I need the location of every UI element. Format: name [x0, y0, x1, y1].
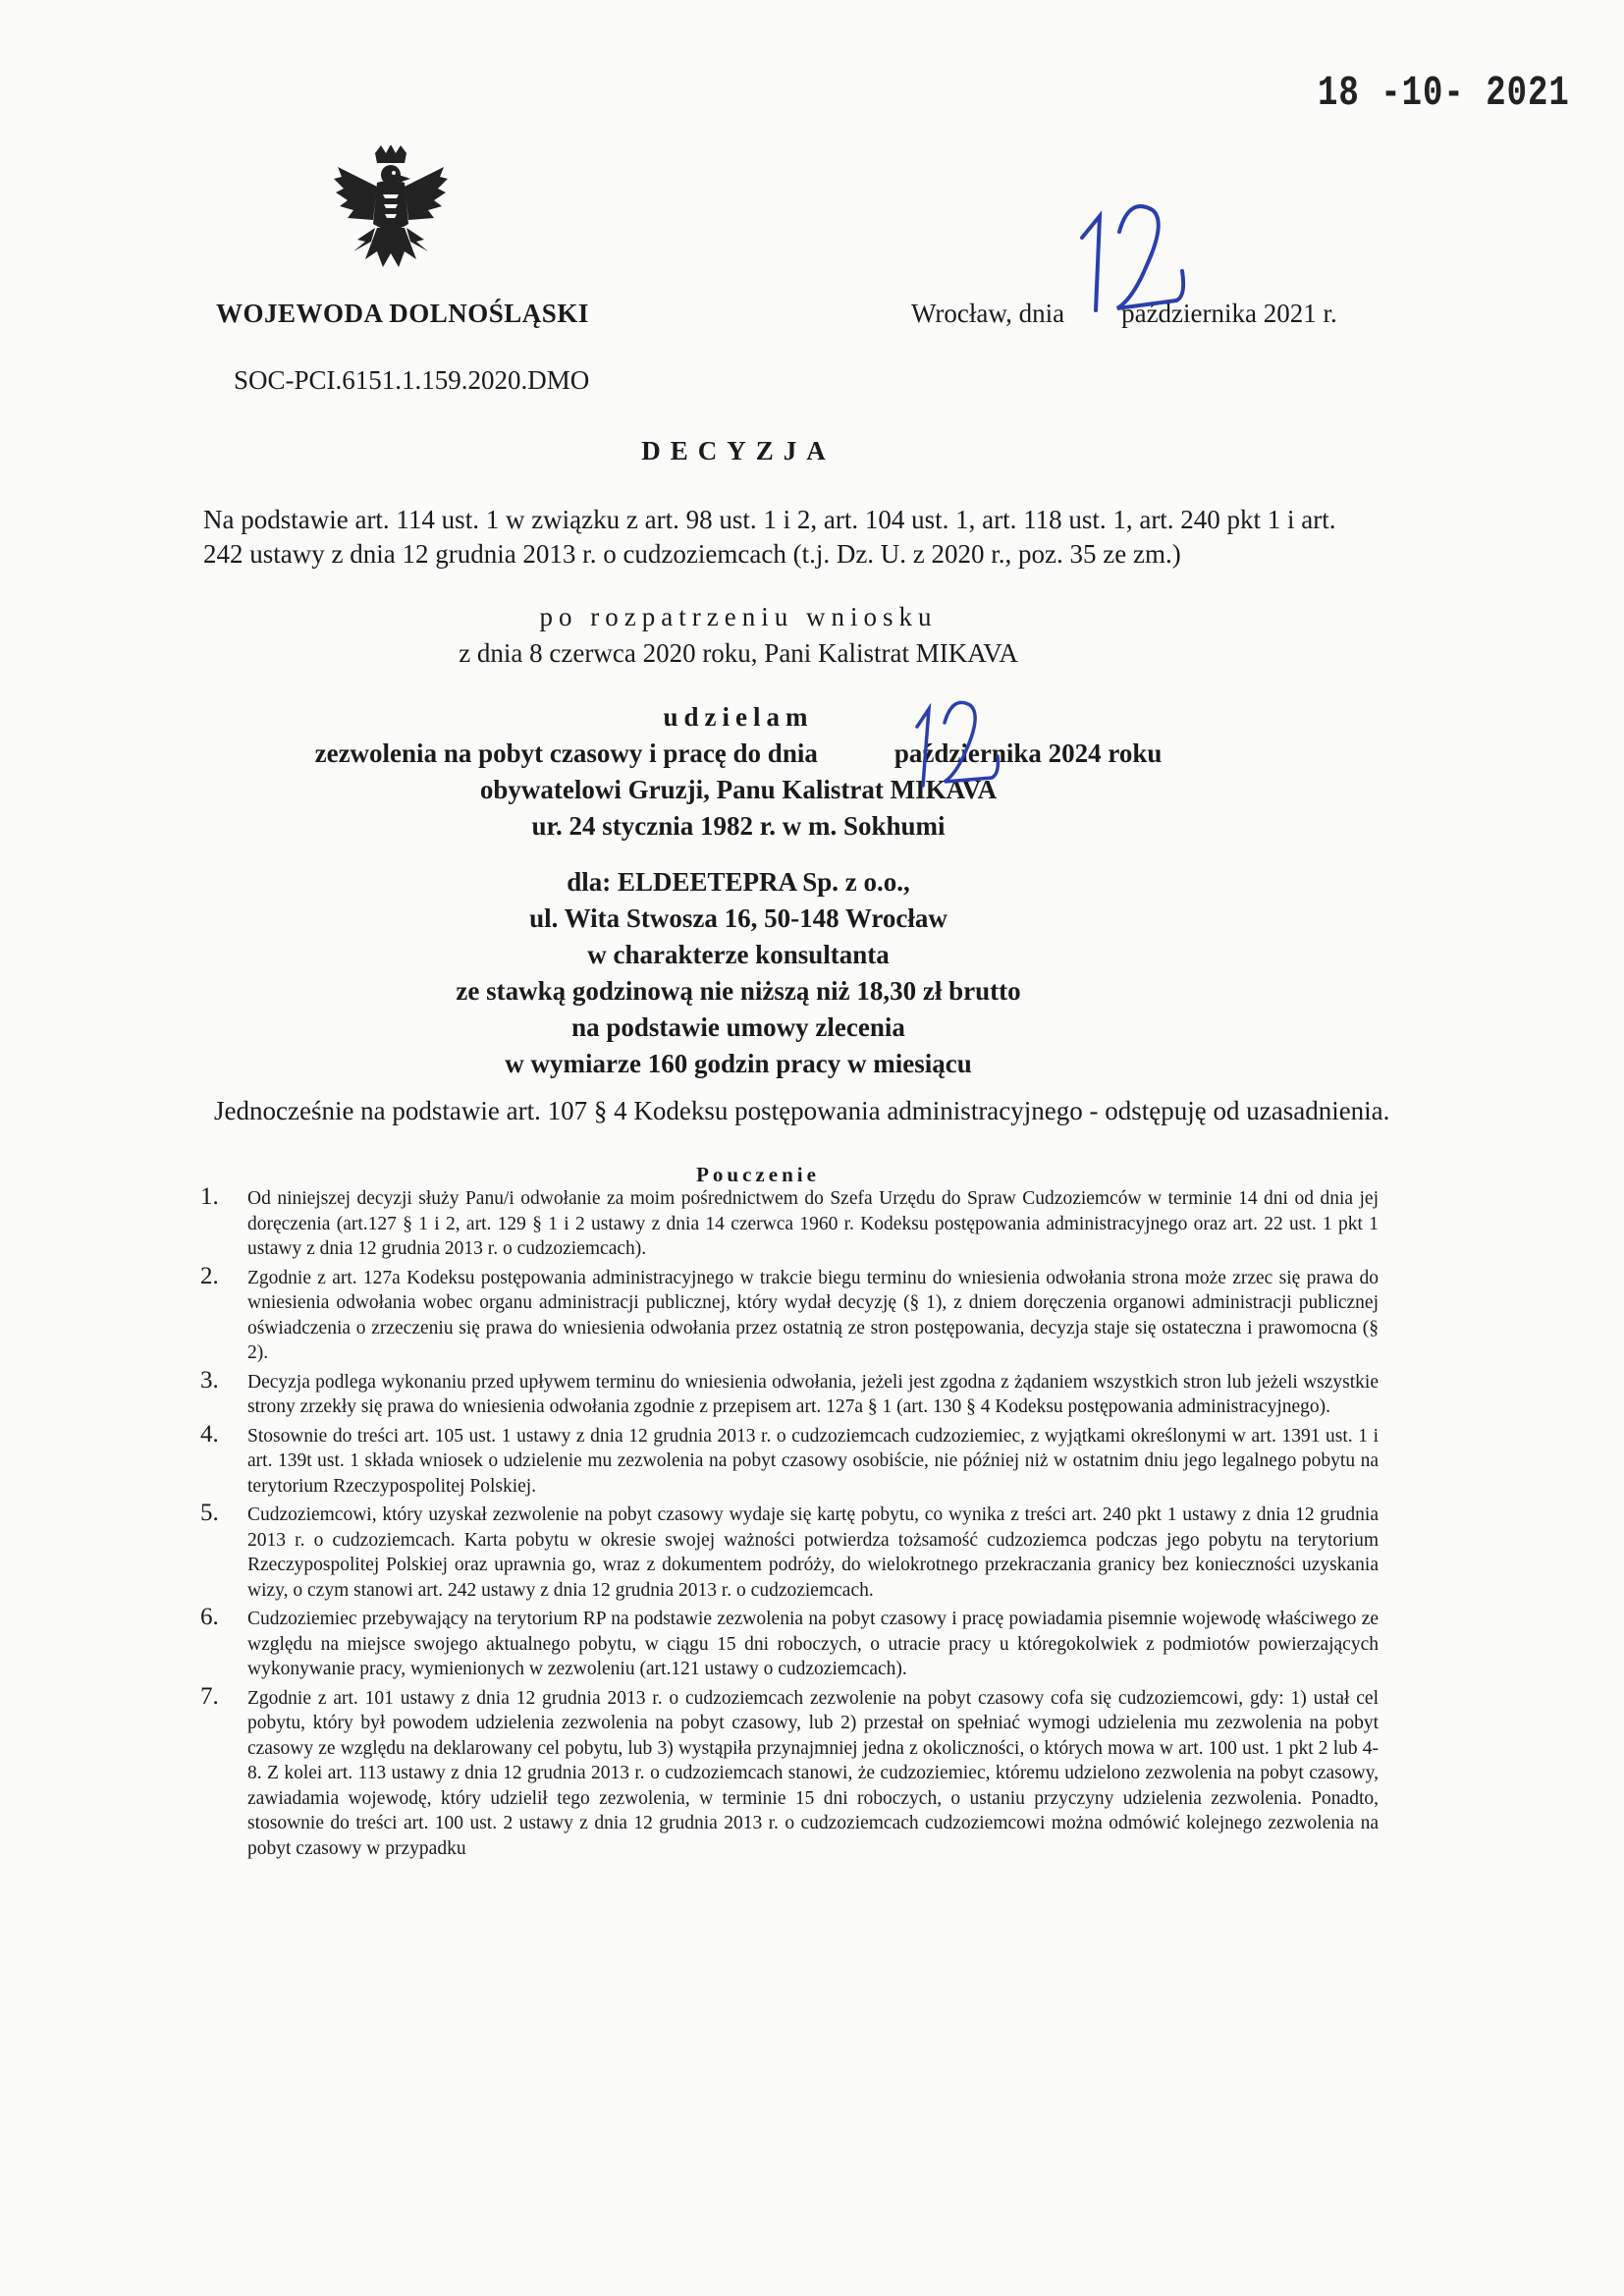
instruction-number: 2.: [200, 1262, 219, 1289]
instruction-item: [200, 1262, 1379, 1366]
employer-line-3: w charakterze konsultanta: [587, 940, 890, 969]
instruction-item: [200, 1682, 1379, 1862]
city-date-suffix: października 2021 r.: [1121, 299, 1337, 328]
instructions-title: Pouczenie: [696, 1163, 820, 1186]
instruction-number: 6.: [200, 1604, 219, 1630]
handwritten-day-signature: [1070, 192, 1198, 320]
received-date-stamp: 18 -10- 2021: [1318, 71, 1570, 118]
instruction-item: [200, 1500, 1379, 1603]
instruction-text: Od niniejszej decyzji służy Panu/i odwołanie za moim pośrednictwem do Szefa Urzędu do Spraw Cudzoziemców w terminie 14 dni od dnia jej doręczenia (art.127 § 1 i 2, art. 129 § 1 i 2 ustawy z dnia 14 czerwca 1960 r. Kodeksu postępowania administracyjnego oraz art. 22 ust. 1 pkt 1 ustawy z dnia 12 grudnia 2013 r. o cudzoziemcach).: [247, 1188, 1379, 1259]
grant-block: [0, 699, 1624, 845]
employer-line-4: ze stawką godzinową nie niższą niż 18,30 zł brutto: [456, 976, 1021, 1006]
instructions-list: [200, 1183, 1379, 1865]
instruction-number: 5.: [200, 1500, 219, 1526]
instruction-text: Cudzoziemcowi, który uzyskał zezwolenie na pobyt czasowy wydaje się kartę pobytu, co wynika z treści art. 240 pkt 1 ustawy z dnia 12 grudnia 2013 r. o cudzoziemcach. Karta pobytu w okresie swojej ważności potwierdza tożsamość cudzoziemca podczas jego pobytu na terytorium Rzeczypospolitej Polskiej oraz uprawnia go, wraz z dokumentem podróży, do wielokrotnego przekraczania granicy bez konieczności uzyskania wizy, o czym stanowi art. 242 ustawy z dnia 12 grudnia 2013 r. o cudzoziemcach.: [247, 1504, 1379, 1601]
instruction-text: Decyzja podlega wykonaniu przed upływem terminu do wniesienia odwołania, jeżeli jest zgodna z żądaniem wszystkich stron lub jeżeli wszystkie strony zrzekły się prawa do wniesienia odwołania zgodnie z przepisem art. 127a § 1 (art. 130 § 4 Kodeksu postępowania administracyjnego).: [247, 1371, 1379, 1417]
instruction-text: Zgodnie z art. 101 ustawy z dnia 12 grudnia 2013 r. o cudzoziemcach zezwolenie na pobyt czasowy cofa się cudzoziemcowi, gdy: 1) ustał cel pobytu, który był powodem udzielenia zezwolenia na pobyt czasowy, lub 2) przestał on spełniać wymogi udzielenia mu zezwolenia na pobyt czasowy ze względu na deklarowany cel pobytu, lub 3) wystąpiła przynajmniej jedna z okoliczności, o których mowa w art. 100 ust. 1 pkt 2 lub 4-8. Z kolei art. 113 ustawy z dnia 12 grudnia 2013 r. o cudzoziemcach stanowi, że cudzoziemiec, któremu udzielono zezwolenia na pobyt czasowy, zawiadamia wojewodę, który udzielił tego zezwolenia, w terminie 15 dni roboczych, o ustaniu przyczyny udzielenia zezwolenia. Ponadto, stosownie do treści art. 100 ust. 2 ustawy z dnia 12 grudnia 2013 r. o cudzoziemcach cudzoziemcowi można odmówić kolejnego zezwolenia na pobyt czasowy w przypadku: [247, 1687, 1379, 1859]
polish-eagle-emblem-icon: [332, 145, 450, 283]
instruction-item: [200, 1420, 1379, 1500]
grant-verb: udzielam: [663, 702, 814, 732]
employer-line-2: ul. Wita Stwosza 16, 50-148 Wrocław: [529, 903, 947, 933]
employer-line-6: w wymiarze 160 godzin pracy w miesiącu: [505, 1049, 972, 1078]
instruction-text: Cudzoziemiec przebywający na terytorium RP na podstawie zezwolenia na pobyt czasowy i pracę powiadamia pisemnie wojewodę właściwego ze względu na miejsce swojego aktualnego pobytu, w ciągu 15 dni roboczych, o utracie pracy u któregokolwiek z podmiotów powierzających wykonywanie pracy, wymienionych w zezwoleniu (art.121 ustawy o cudzoziemcach).: [247, 1609, 1379, 1679]
instruction-item: [200, 1604, 1379, 1682]
grant-line-1: [0, 736, 1477, 772]
grant-line-2: obywatelowi Gruzji, Panu Kalistrat MIKAVA: [479, 775, 998, 804]
employer-line-1: dla: ELDEETEPRA Sp. z o.o.,: [567, 867, 910, 897]
document-title: DECYZJA: [641, 436, 836, 465]
consideration-block: [0, 599, 1624, 672]
city-date-prefix: Wrocław, dnia: [911, 299, 1065, 328]
instruction-text: Stosownie do treści art. 105 ust. 1 ustawy z dnia 12 grudnia 2013 r. o cudzoziemcach cudzoziemiec, z wyjątkami określonymi w art. 1391 ust. 1 i art. 139t ust. 1 składa wniosek o udzielenie mu zezwolenia na pobyt czasowy osobiście, nie później niż w ostatnim dniu jego legalnego pobytu na terytorium Rzeczypospolitej Polskiej.: [247, 1425, 1379, 1497]
legal-basis-paragraph: Na podstawie art. 114 ust. 1 w związku z art. 98 ust. 1 i 2, art. 104 ust. 1, art. 118 ust. 1, art. 240 pkt 1 i art. 242 ustawy z dnia 12 grudnia 2013 r. o cudzoziemcach (t.j. Dz. U. z 2020 r., poz. 35 ze zm.): [203, 505, 1336, 569]
instruction-text: Zgodnie z art. 127a Kodeksu postępowania administracyjnego w trakcie biegu terminu do wniesienia odwołania strona może zrzec się prawa do wniesienia odwołania wobec organu administracji publicznej, który wydał decyzję (§ 1), z dniem doręczenia organowi administracji publicznej oświadczenia o zrzeczeniu się prawa do wniesienia odwołania przez ostatnią ze stron postępowania, decyzja staje się ostateczna i prawomocna (§ 2).: [247, 1267, 1379, 1363]
instruction-number: 4.: [200, 1420, 219, 1448]
employer-block: [0, 864, 1624, 1082]
instruction-item: [200, 1366, 1379, 1420]
grant-line-1-prefix: zezwolenia na pobyt czasowy i pracę do dnia: [314, 738, 818, 768]
handwritten-day-grant: [907, 687, 1005, 795]
consideration-line-2: z dnia 8 czerwca 2020 roku, Pani Kalistrat MIKAVA: [459, 638, 1018, 668]
justification-waiver-note: Jednocześnie na podstawie art. 107 § 4 Kodeksu postępowania administracyjnego - odstępuję od uzasadnienia.: [214, 1096, 1390, 1125]
instruction-number: 3.: [200, 1366, 219, 1394]
instruction-number: 7.: [200, 1682, 219, 1710]
issuing-authority: WOJEWODA DOLNOŚLĄSKI: [216, 299, 589, 328]
consideration-line-1: po rozpatrzeniu wniosku: [539, 602, 938, 631]
case-reference-number: SOC-PCI.6151.1.159.2020.DMO: [234, 365, 590, 395]
instruction-item: [200, 1183, 1379, 1262]
instruction-number: 1.: [200, 1183, 219, 1210]
employer-line-5: na podstawie umowy zlecenia: [571, 1012, 905, 1042]
grant-line-1-suffix: października 2024 roku: [893, 738, 1163, 768]
grant-line-3: ur. 24 stycznia 1982 r. w m. Sokhumi: [531, 811, 946, 841]
